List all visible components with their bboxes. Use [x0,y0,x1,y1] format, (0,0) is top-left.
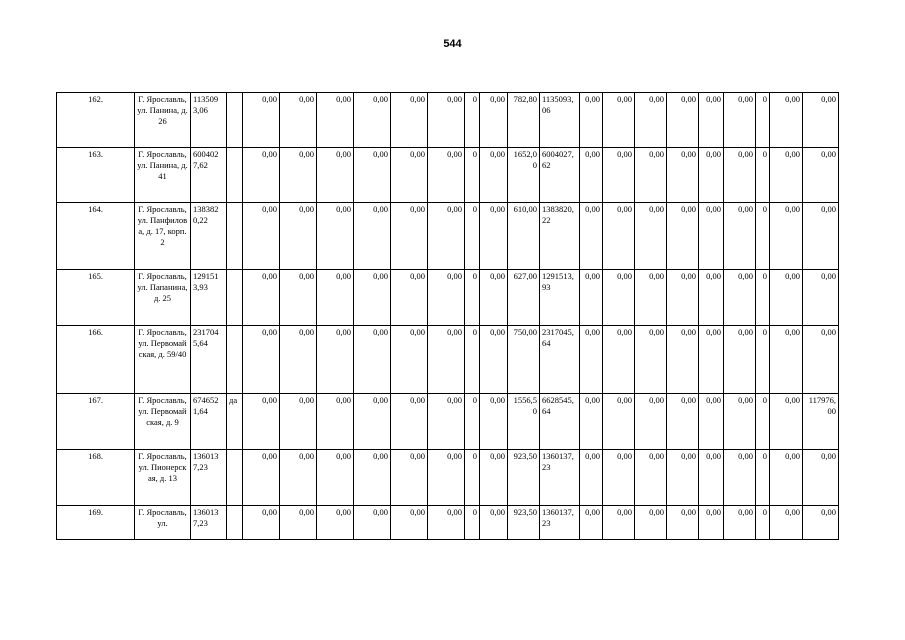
table-row [57,506,839,540]
cell-v10: 0,00 [603,148,635,203]
cell-cost: 1360137,23 [540,506,580,540]
cell-flag [227,326,243,394]
cell-cost: 1360137,23 [540,450,580,506]
cell-v11: 0,00 [635,148,667,203]
table-row [57,203,839,270]
cell-v13: 0,00 [699,450,724,506]
cell-v11: 0,00 [635,93,667,148]
cell-v8: 0,00 [480,394,508,450]
cell-v5: 0,00 [391,326,428,394]
cell-v2: 0,00 [280,506,317,540]
cell-row-number: 163. [57,148,135,203]
cell-v16: 0,00 [770,394,803,450]
cell-v1: 0,00 [243,506,280,540]
cell-v5: 0,00 [391,203,428,270]
cell-v13: 0,00 [699,270,724,326]
cell-v6: 0,00 [428,203,465,270]
cell-cost: 6628545,64 [540,394,580,450]
cell-v17: 0,00 [803,506,839,540]
cell-total-cost: 1135093,06 [191,93,227,148]
cell-v10: 0,00 [603,394,635,450]
cell-row-number: 165. [57,270,135,326]
cell-v9: 0,00 [580,506,603,540]
cell-cost: 1383820,22 [540,203,580,270]
cell-v7: 0 [465,203,480,270]
cell-v10: 0,00 [603,93,635,148]
cell-flag [227,148,243,203]
cell-row-number: 166. [57,326,135,394]
cell-v10: 0,00 [603,326,635,394]
cell-area: 627,00 [508,270,540,326]
table-row [57,93,839,148]
cell-flag [227,450,243,506]
cell-v9: 0,00 [580,450,603,506]
cell-v6: 0,00 [428,394,465,450]
cell-address: Г. Ярославль, ул. Панина, д. 41 [135,148,191,203]
cell-address: Г. Ярославль, ул. [135,506,191,540]
cell-v3: 0,00 [317,203,354,270]
cell-cost: 6004027,62 [540,148,580,203]
cell-v12: 0,00 [667,203,699,270]
cell-cost: 2317045,64 [540,326,580,394]
cell-v3: 0,00 [317,450,354,506]
cell-area: 923,50 [508,450,540,506]
cell-v9: 0,00 [580,270,603,326]
cell-v13: 0,00 [699,394,724,450]
table-row [57,270,839,326]
cell-v1: 0,00 [243,270,280,326]
cell-v14: 0,00 [724,270,756,326]
cell-v15: 0 [756,506,770,540]
cell-v11: 0,00 [635,394,667,450]
cell-v1: 0,00 [243,394,280,450]
cell-total-cost: 1360137,23 [191,450,227,506]
cell-v9: 0,00 [580,326,603,394]
cell-total-cost: 6004027,62 [191,148,227,203]
cell-address: Г. Ярославль, ул. Первомайская, д. 59/40 [135,326,191,394]
cell-v16: 0,00 [770,270,803,326]
cell-row-number: 162. [57,93,135,148]
cell-area: 782,80 [508,93,540,148]
cell-flag [227,506,243,540]
cell-v8: 0,00 [480,148,508,203]
cell-v5: 0,00 [391,270,428,326]
cell-v4: 0,00 [354,450,391,506]
cell-v14: 0,00 [724,203,756,270]
cell-v16: 0,00 [770,93,803,148]
cell-area: 923,50 [508,506,540,540]
cell-v14: 0,00 [724,506,756,540]
cell-v6: 0,00 [428,270,465,326]
cell-v16: 0,00 [770,506,803,540]
cell-v14: 0,00 [724,93,756,148]
cell-address: Г. Ярославль, ул. Панина, д. 26 [135,93,191,148]
cell-v10: 0,00 [603,450,635,506]
cell-v9: 0,00 [580,148,603,203]
cell-v17: 0,00 [803,270,839,326]
cell-v2: 0,00 [280,450,317,506]
cell-v5: 0,00 [391,450,428,506]
cell-v12: 0,00 [667,93,699,148]
cell-v3: 0,00 [317,326,354,394]
cell-v12: 0,00 [667,148,699,203]
cell-v10: 0,00 [603,506,635,540]
cell-address: Г. Ярославль, ул. Панфилова, д. 17, корп. 2 [135,203,191,270]
cell-v11: 0,00 [635,270,667,326]
cell-v14: 0,00 [724,450,756,506]
table-row [57,148,839,203]
cell-v9: 0,00 [580,203,603,270]
cell-v11: 0,00 [635,326,667,394]
cell-v7: 0 [465,93,480,148]
cell-v8: 0,00 [480,93,508,148]
cell-cost: 1135093,06 [540,93,580,148]
cell-v7: 0 [465,148,480,203]
cell-flag [227,93,243,148]
cell-v7: 0 [465,270,480,326]
cell-flag [227,203,243,270]
cell-v5: 0,00 [391,394,428,450]
cell-v8: 0,00 [480,203,508,270]
cell-v8: 0,00 [480,270,508,326]
cell-v6: 0,00 [428,506,465,540]
cell-v4: 0,00 [354,148,391,203]
cell-v3: 0,00 [317,148,354,203]
cell-v9: 0,00 [580,394,603,450]
cell-area: 610,00 [508,203,540,270]
cell-v1: 0,00 [243,326,280,394]
cell-v12: 0,00 [667,270,699,326]
cell-v17: 0,00 [803,148,839,203]
cell-v10: 0,00 [603,203,635,270]
cell-address: Г. Ярославль, ул. Первомайская, д. 9 [135,394,191,450]
cell-v1: 0,00 [243,93,280,148]
cell-v14: 0,00 [724,326,756,394]
cell-v5: 0,00 [391,93,428,148]
cell-v16: 0,00 [770,450,803,506]
cell-v15: 0 [756,148,770,203]
cell-v3: 0,00 [317,270,354,326]
cell-v16: 0,00 [770,326,803,394]
cell-v4: 0,00 [354,506,391,540]
cell-v7: 0 [465,326,480,394]
cell-v8: 0,00 [480,450,508,506]
cell-v7: 0 [465,506,480,540]
cell-v5: 0,00 [391,148,428,203]
cell-v17: 0,00 [803,450,839,506]
table-row [57,326,839,394]
cell-v12: 0,00 [667,450,699,506]
cell-area: 1652,00 [508,148,540,203]
cell-v8: 0,00 [480,506,508,540]
cell-row-number: 167. [57,394,135,450]
cell-v9: 0,00 [580,93,603,148]
cell-v4: 0,00 [354,203,391,270]
cell-v6: 0,00 [428,326,465,394]
cell-total-cost: 1291513,93 [191,270,227,326]
cell-v13: 0,00 [699,326,724,394]
cell-v12: 0,00 [667,394,699,450]
cell-v4: 0,00 [354,270,391,326]
cell-v17: 0,00 [803,326,839,394]
cell-v15: 0 [756,450,770,506]
cell-v4: 0,00 [354,326,391,394]
cell-v1: 0,00 [243,450,280,506]
cell-total-cost: 6746521,64 [191,394,227,450]
cell-total-cost: 1383820,22 [191,203,227,270]
cell-v4: 0,00 [354,394,391,450]
cell-v17: 0,00 [803,203,839,270]
page-number: 544 [443,38,462,50]
cell-v12: 0,00 [667,506,699,540]
table-row [57,394,839,450]
cell-v15: 0 [756,270,770,326]
cell-v17: 117976,00 [803,394,839,450]
cell-v16: 0,00 [770,148,803,203]
cell-v16: 0,00 [770,203,803,270]
cell-v6: 0,00 [428,93,465,148]
cell-v7: 0 [465,450,480,506]
cell-v8: 0,00 [480,326,508,394]
cell-v4: 0,00 [354,93,391,148]
cell-v15: 0 [756,203,770,270]
cell-v11: 0,00 [635,450,667,506]
cell-v3: 0,00 [317,93,354,148]
cell-v2: 0,00 [280,394,317,450]
cell-v13: 0,00 [699,148,724,203]
cell-v14: 0,00 [724,394,756,450]
cell-address: Г. Ярославль, ул. Пионерская, д. 13 [135,450,191,506]
cell-v13: 0,00 [699,93,724,148]
cell-address: Г. Ярославль, ул. Папанина, д. 25 [135,270,191,326]
cell-v1: 0,00 [243,203,280,270]
cell-v1: 0,00 [243,148,280,203]
cell-v5: 0,00 [391,506,428,540]
cell-area: 1556,50 [508,394,540,450]
cell-v2: 0,00 [280,203,317,270]
cell-v12: 0,00 [667,326,699,394]
cell-v13: 0,00 [699,203,724,270]
cell-v15: 0 [756,326,770,394]
cell-total-cost: 2317045,64 [191,326,227,394]
cell-v11: 0,00 [635,506,667,540]
cell-v17: 0,00 [803,93,839,148]
cell-v15: 0 [756,394,770,450]
cell-v15: 0 [756,93,770,148]
cell-v3: 0,00 [317,394,354,450]
cell-v2: 0,00 [280,270,317,326]
cell-v6: 0,00 [428,148,465,203]
cell-v13: 0,00 [699,506,724,540]
cell-row-number: 168. [57,450,135,506]
cell-v2: 0,00 [280,93,317,148]
cell-area: 750,00 [508,326,540,394]
cell-v6: 0,00 [428,450,465,506]
cell-v3: 0,00 [317,506,354,540]
cell-total-cost: 1360137,23 [191,506,227,540]
cell-v11: 0,00 [635,203,667,270]
cell-row-number: 169. [57,506,135,540]
table-row [57,450,839,506]
cell-flag: да [227,394,243,450]
cell-v7: 0 [465,394,480,450]
cell-flag [227,270,243,326]
cell-v2: 0,00 [280,326,317,394]
cell-v2: 0,00 [280,148,317,203]
cell-v10: 0,00 [603,270,635,326]
data-table [56,92,839,540]
cell-v14: 0,00 [724,148,756,203]
cell-cost: 1291513,93 [540,270,580,326]
cell-row-number: 164. [57,203,135,270]
